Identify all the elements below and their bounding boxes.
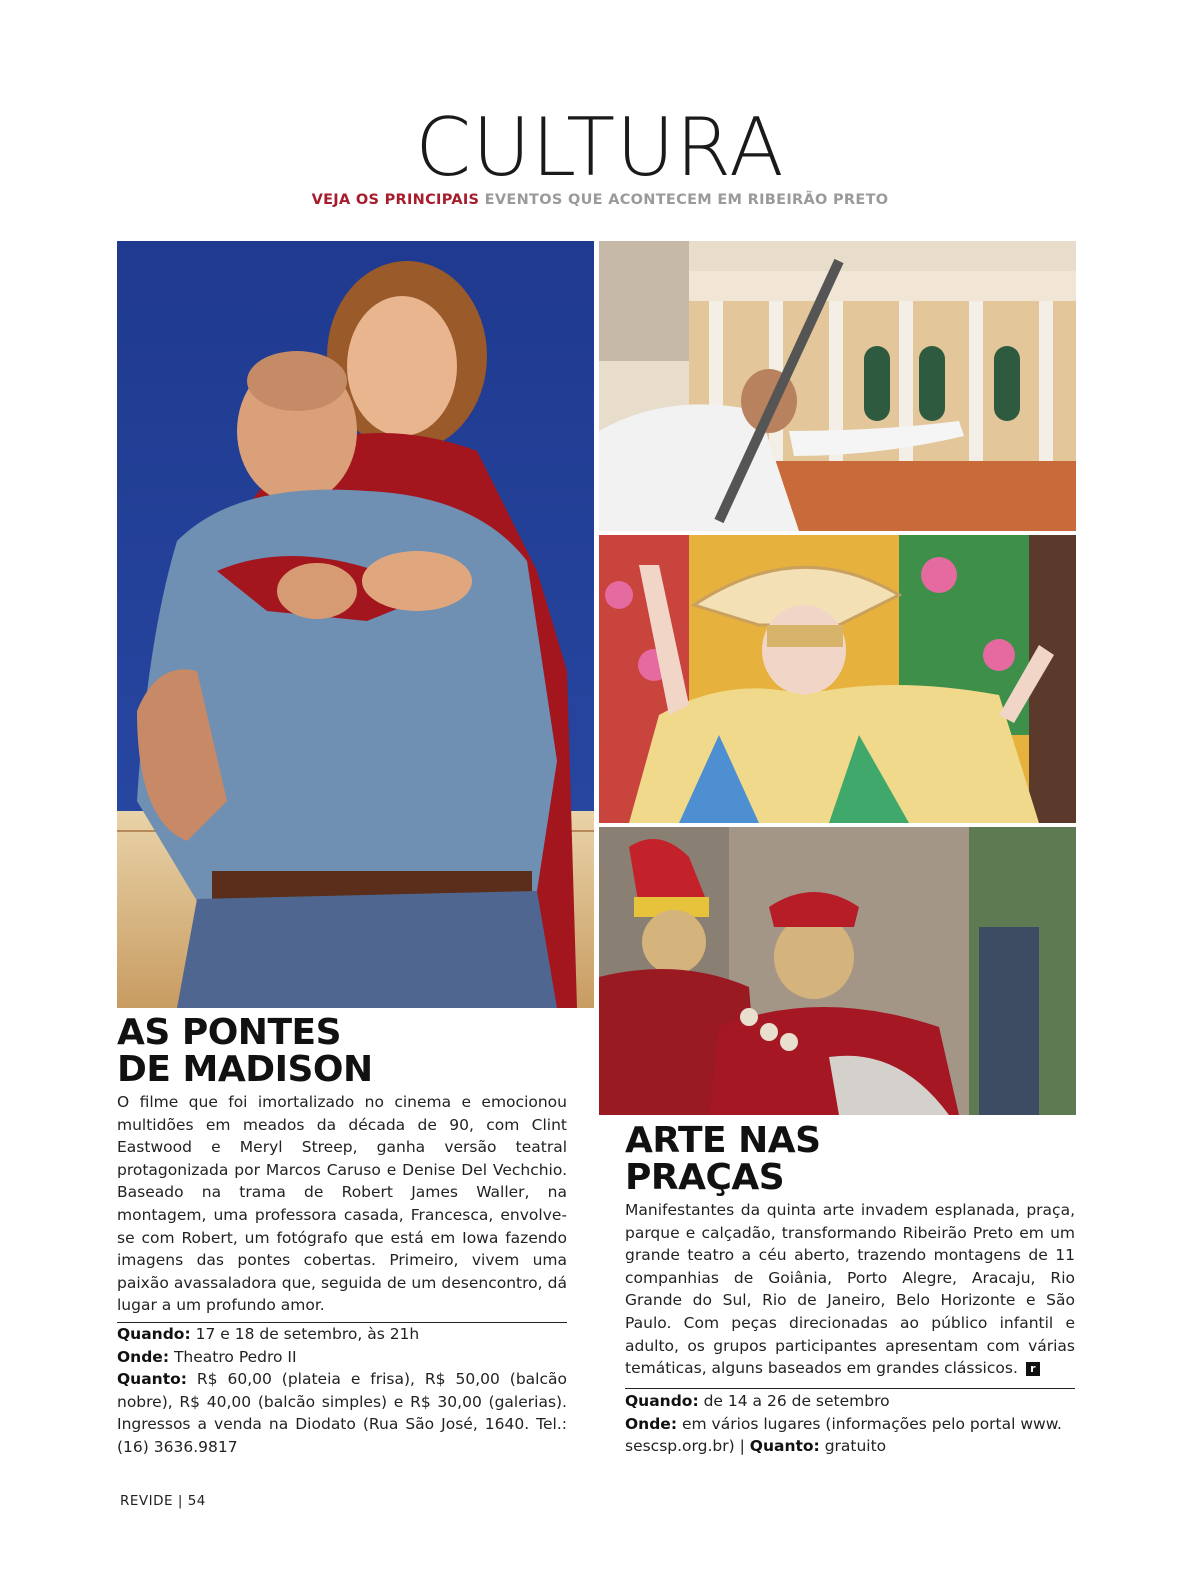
page-footer xyxy=(120,1493,206,1509)
footer-separator: | xyxy=(177,1493,183,1509)
article2-price-value: gratuito xyxy=(824,1437,887,1456)
article1-info xyxy=(117,1323,567,1459)
article1-where-label: Onde: xyxy=(117,1347,170,1366)
section-subtitle xyxy=(0,192,1200,208)
article2-divider xyxy=(625,1388,1075,1389)
article2-body xyxy=(625,1199,1075,1380)
article1-price xyxy=(117,1368,567,1458)
article2-where-value: em vários lugares (informações pelo portal www. sescsp.org.br) xyxy=(625,1414,1062,1456)
article2-when xyxy=(625,1390,1075,1413)
page-number: 54 xyxy=(187,1493,206,1509)
article2-when-value: de 14 a 26 de setembro xyxy=(703,1392,890,1410)
magazine-name: REVIDE xyxy=(120,1493,174,1509)
article2-info xyxy=(625,1390,1075,1458)
subtitle-rest: EVENTOS QUE ACONTECEM EM RIBEIRÃO PRETO xyxy=(484,192,889,208)
article2-separator: | xyxy=(739,1437,745,1456)
section-title: CULTURA xyxy=(415,101,785,194)
subtitle-highlight: VEJA OS PRINCIPAIS xyxy=(311,192,480,208)
article1-headline xyxy=(117,1014,373,1088)
couple-photo xyxy=(117,241,594,1008)
article1-when xyxy=(117,1323,567,1346)
article2-where-price xyxy=(625,1413,1075,1458)
end-of-article-icon: r xyxy=(1026,1362,1040,1376)
article2-headline-line2: PRAÇAS xyxy=(625,1157,785,1198)
article2-where-label: Onde: xyxy=(625,1414,678,1433)
article1-where xyxy=(117,1346,567,1369)
article2-when-label: Quando: xyxy=(625,1392,699,1410)
clown-photo xyxy=(599,535,1076,823)
article1-price-label: Quanto: xyxy=(117,1370,187,1389)
article1-when-value: 17 e 18 de setembro, às 21h xyxy=(195,1325,420,1343)
masked-performers-photo xyxy=(599,827,1076,1115)
article1-price-value: R$ 60,00 (plateia e frisa), R$ 50,00 (balcão nobre), R$ 40,00 (balcão simples) e R$ 30,00 (galerias). Ingressos a venda na Diodato (Rua São José, 1640. Tel.: (16) 3636.9817 xyxy=(117,1370,567,1456)
palace-performer-photo xyxy=(599,241,1076,531)
article2-price-label: Quanto: xyxy=(749,1437,820,1456)
article1-when-label: Quando: xyxy=(117,1325,191,1343)
article1-headline-line1: AS PONTES xyxy=(117,1012,342,1053)
article2-body-text: Manifestantes da quinta arte invadem esplanada, praça, parque e calçadão, transformando Ribeirão Preto em um grande teatro a céu aberto, trazendo montagens de 11 companhias de Goiânia, Porto Alegre, Aracaju, Rio Grande do Sul, Rio de Janeiro, Belo Horizonte e São Paulo. Com peças direcionadas ao público infantil e adulto, os grupos participantes apresentam com várias temáticas, alguns baseados em grandes clássicos. xyxy=(625,1201,1075,1378)
article1-headline-line2: DE MADISON xyxy=(117,1049,373,1090)
article1-body: O filme que foi imortalizado no cinema e emocionou multidões em meados da década de 90, com Clint Eastwood e Meryl Streep, ganha versão teatral protagonizada por Marcos Caruso e Denise Del Vechchio. Baseado na trama de Robert James Waller, na montagem, uma professora casada, Francesca, envolve-se com Robert, um fotógrafo que está em Iowa fazendo imagens das pontes cobertas. Primeiro, vivem uma paixão avassaladora que, seguida de um desencontro, dá lugar a um profundo amor. xyxy=(117,1093,567,1315)
article2-headline xyxy=(625,1122,821,1196)
article1-where-value: Theatro Pedro II xyxy=(173,1347,297,1366)
article2-headline-line1: ARTE NAS xyxy=(625,1120,821,1161)
